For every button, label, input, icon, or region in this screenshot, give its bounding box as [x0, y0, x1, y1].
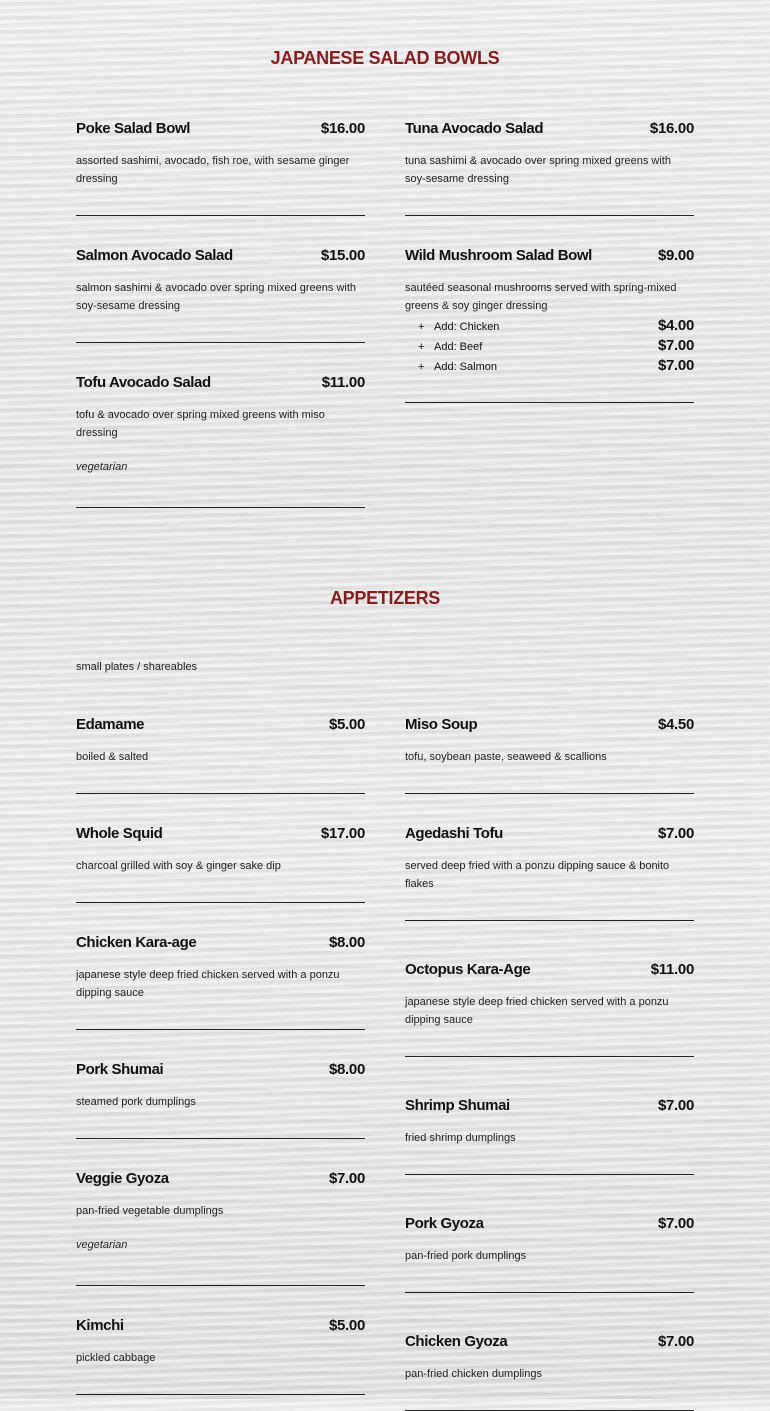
item-price: $7.00	[657, 1333, 694, 1350]
item-name: Tuna Avocado Salad	[405, 120, 544, 137]
menu-item[interactable]	[405, 247, 694, 403]
menu-item[interactable]	[76, 120, 365, 216]
item-name: Tofu Avocado Salad	[76, 374, 211, 391]
item-header	[405, 825, 694, 842]
item-price: $8.00	[328, 1061, 365, 1078]
item-header	[405, 716, 694, 733]
item-price: $9.00	[657, 247, 694, 264]
addon-salmon[interactable]	[405, 357, 694, 377]
item-header	[405, 1333, 694, 1350]
item-description: served deep fried with a ponzu dipping sauce & bonito flakes	[405, 860, 670, 890]
item-description: japanese style deep fried chicken served with a ponzu dipping sauce	[405, 996, 669, 1026]
item-name: Pork Shumai	[76, 1061, 164, 1078]
item-description: tofu & avocado over spring mixed greens with miso dressing	[76, 409, 325, 439]
item-description: pan-fried pork dumplings	[405, 1250, 527, 1262]
item-header	[76, 374, 365, 391]
item-price: $7.00	[657, 1215, 694, 1232]
item-price: $11.00	[650, 961, 694, 978]
addon-list	[405, 317, 694, 377]
item-description: sautéed seasonal mushrooms served with spring-mixed greens & soy ginger dressing	[405, 282, 677, 312]
item-price: $7.00	[657, 825, 694, 842]
item-header	[405, 1215, 694, 1232]
addon-label: Add: Beef	[434, 341, 483, 353]
section-title-salad-bowls: JAPANESE SALAD BOWLS	[270, 48, 500, 68]
menu-item[interactable]	[76, 1170, 365, 1286]
item-description: pickled cabbage	[76, 1352, 156, 1364]
item-header	[76, 1170, 365, 1187]
vegetarian-tag: vegetarian	[76, 461, 128, 473]
item-header	[76, 934, 365, 951]
item-description: fried shrimp dumplings	[405, 1132, 516, 1144]
item-description: pan-fried vegetable dumplings	[76, 1205, 224, 1217]
item-name: Salmon Avocado Salad	[76, 247, 233, 264]
item-price: $5.00	[328, 1317, 365, 1334]
item-description: japanese style deep fried chicken served with a ponzu dipping sauce	[76, 969, 340, 999]
menu-item[interactable]	[405, 716, 694, 794]
item-name: Shrimp Shumai	[405, 1097, 510, 1114]
addon-beef[interactable]	[405, 337, 694, 357]
menu-item[interactable]	[405, 1333, 694, 1411]
item-name: Chicken Gyoza	[405, 1333, 508, 1350]
item-price: $5.00	[328, 716, 365, 733]
menu-item[interactable]	[76, 934, 365, 1030]
salad-column-right	[405, 120, 694, 403]
item-description: boiled & salted	[76, 751, 149, 763]
item-name: Whole Squid	[76, 825, 163, 842]
item-name: Octopus Kara-Age	[405, 961, 531, 978]
item-header	[76, 825, 365, 842]
appetizer-column-left	[76, 716, 365, 1395]
menu-item[interactable]	[405, 1215, 694, 1293]
item-price: $8.00	[328, 934, 365, 951]
item-price: $4.50	[657, 716, 694, 733]
item-name: Kimchi	[76, 1317, 124, 1334]
item-name: Edamame	[76, 716, 145, 733]
addon-price: $4.00	[657, 317, 694, 334]
item-header	[76, 247, 365, 264]
menu-item[interactable]	[76, 716, 365, 794]
item-description: steamed pork dumplings	[76, 1096, 196, 1108]
item-header	[76, 716, 365, 733]
item-header	[405, 1097, 694, 1114]
item-price: $11.00	[321, 374, 365, 391]
item-name: Agedashi Tofu	[405, 825, 503, 842]
item-header	[76, 1061, 365, 1078]
appetizer-column-right	[405, 716, 694, 1411]
menu-item[interactable]	[76, 825, 365, 903]
item-price: $16.00	[320, 120, 365, 137]
addon-label: Add: Chicken	[434, 321, 500, 333]
vegetarian-tag: vegetarian	[76, 1239, 128, 1251]
item-name: Chicken Kara-age	[76, 934, 197, 951]
addon-price: $7.00	[657, 337, 694, 354]
item-description: tuna sashimi & avocado over spring mixed greens with soy-sesame dressing	[405, 155, 671, 185]
plus-icon: +	[418, 341, 425, 353]
item-price: $15.00	[320, 247, 365, 264]
item-description: salmon sashimi & avocado over spring mixed greens with soy-sesame dressing	[76, 282, 357, 312]
salad-column-left	[76, 120, 365, 508]
item-price: $17.00	[320, 825, 365, 842]
item-description: assorted sashimi, avocado, fish roe, with sesame ginger dressing	[76, 155, 350, 185]
item-description: tofu, soybean paste, seaweed & scallions	[405, 751, 607, 763]
section-title-appetizers: APPETIZERS	[329, 588, 441, 608]
plus-icon: +	[418, 361, 425, 373]
item-header	[76, 120, 365, 137]
item-name: Pork Gyoza	[405, 1215, 484, 1232]
section-subtitle: small plates / shareables	[76, 661, 198, 673]
item-header	[405, 961, 694, 978]
item-header	[405, 247, 694, 264]
item-price: $7.00	[328, 1170, 365, 1187]
item-name: Veggie Gyoza	[76, 1170, 169, 1187]
menu-item[interactable]	[76, 1317, 365, 1395]
menu-item[interactable]	[405, 825, 694, 921]
item-header	[405, 120, 694, 137]
item-header	[76, 1317, 365, 1334]
menu-item[interactable]	[76, 374, 365, 508]
item-name: Wild Mushroom Salad Bowl	[405, 247, 592, 264]
item-price: $16.00	[649, 120, 694, 137]
menu-item[interactable]	[405, 120, 694, 216]
menu-item[interactable]	[76, 247, 365, 343]
item-description: pan-fried chicken dumplings	[405, 1368, 542, 1380]
menu-item[interactable]	[405, 1097, 694, 1175]
item-name: Poke Salad Bowl	[76, 120, 191, 137]
item-name: Miso Soup	[405, 716, 478, 733]
addon-label: Add: Salmon	[434, 361, 497, 373]
item-price: $7.00	[657, 1097, 694, 1114]
menu-item[interactable]	[76, 1061, 365, 1139]
addon-price: $7.00	[657, 357, 694, 374]
plus-icon: +	[418, 321, 425, 333]
item-description: charcoal grilled with soy & ginger sake dip	[76, 860, 281, 872]
menu-item[interactable]	[405, 961, 694, 1057]
addon-chicken[interactable]	[405, 317, 694, 337]
